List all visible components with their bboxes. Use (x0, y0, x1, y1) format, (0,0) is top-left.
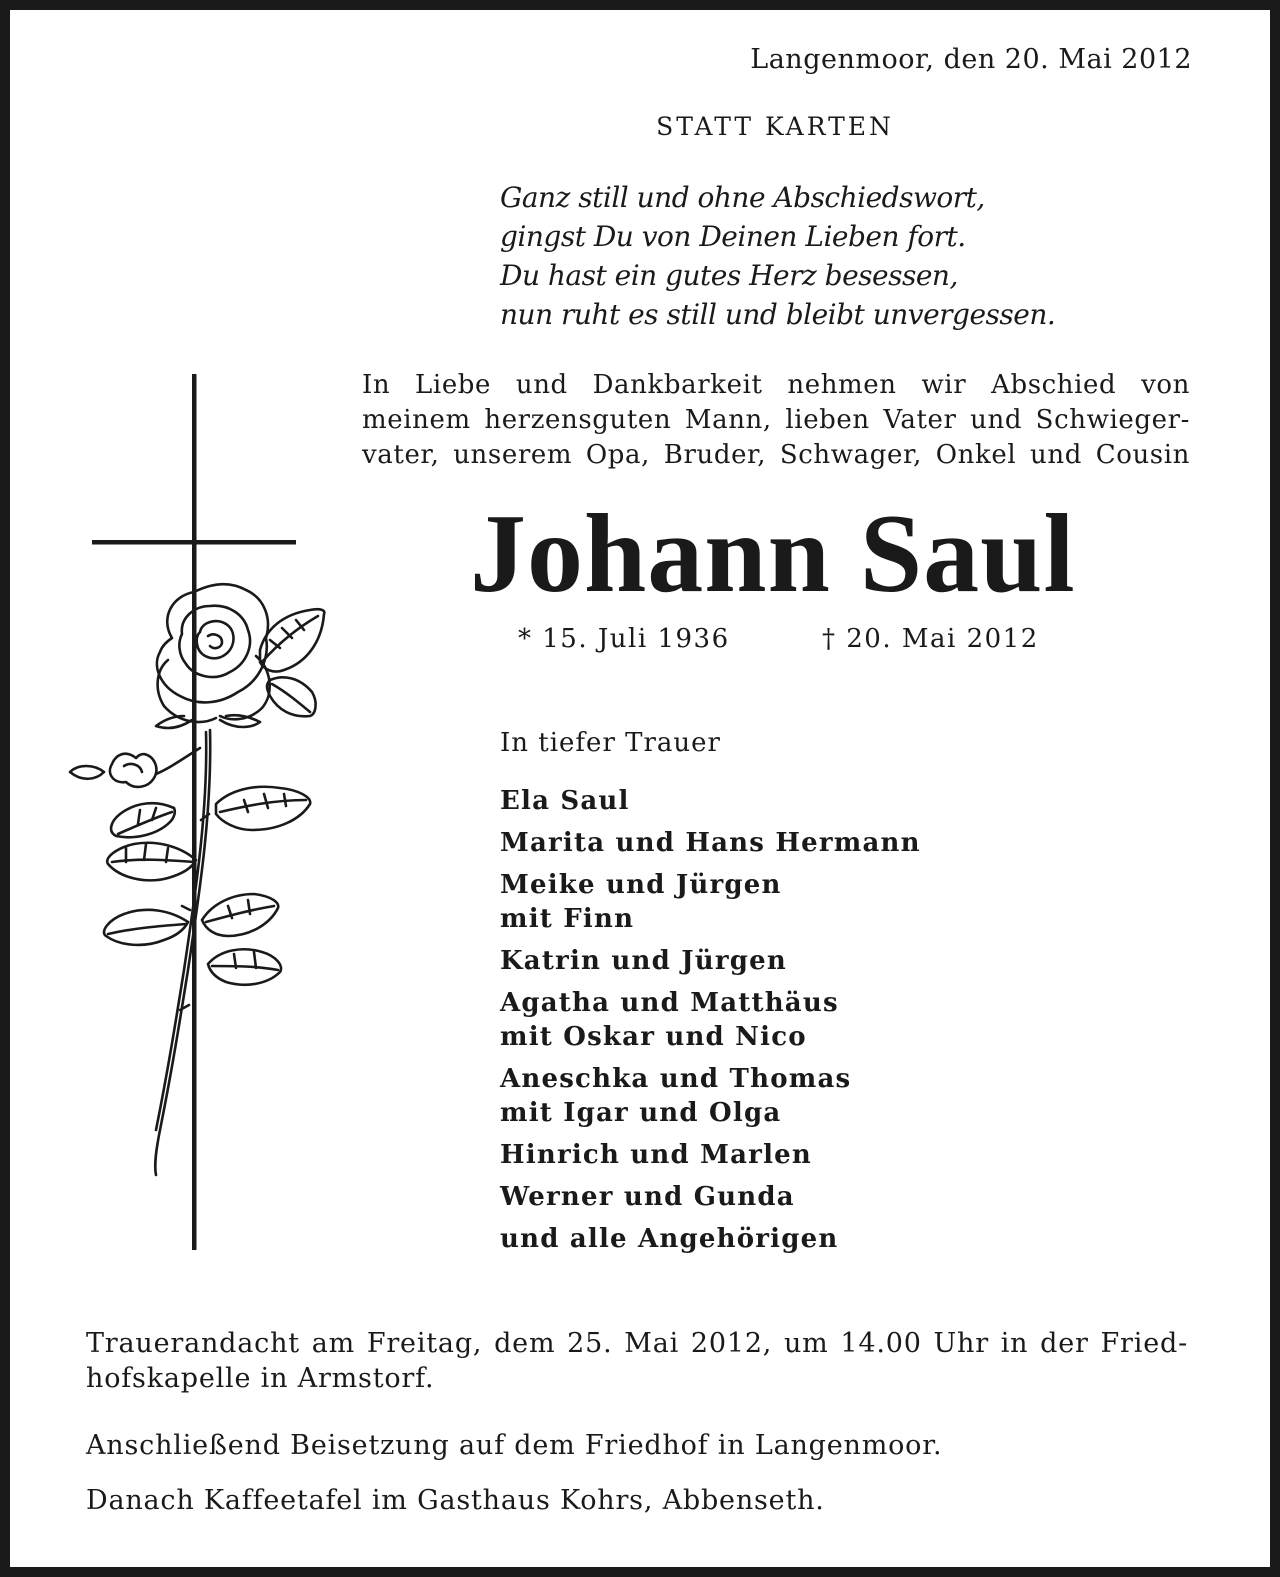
mourner-name: und alle Angehörigen (500, 1224, 839, 1254)
intro-line: vater, unserem Opa, Bruder, Schwager, Onkel und Cousin (362, 440, 1190, 470)
mourner-entry (500, 944, 921, 978)
intro-line: meinem herzensguten Mann, lieben Vater und Schwieger- (362, 405, 1190, 435)
mourner-name: Hinrich und Marlen (500, 1140, 812, 1170)
mourner-name: Agatha und Matthäus (500, 988, 839, 1018)
mourner-entry (500, 1222, 921, 1256)
burial-info: Anschließend Beisetzung auf dem Friedhof in Langenmoor. (86, 1430, 943, 1461)
mourner-entry (500, 986, 921, 1054)
poem-line: gingst Du von Deinen Lieben fort. (500, 220, 966, 253)
mourner-entry (500, 1062, 921, 1130)
mourner-name: Aneschka und Thomas (500, 1064, 852, 1094)
coffee-info: Danach Kaffeetafel im Gasthaus Kohrs, Abbenseth. (86, 1485, 825, 1516)
death-date: † 20. Mai 2012 (822, 624, 1039, 654)
mourner-entry (500, 826, 921, 860)
mourner-name: Marita und Hans Hermann (500, 828, 921, 858)
mourner-name: Katrin und Jürgen (500, 946, 787, 976)
place-date: Langenmoor, den 20. Mai 2012 (750, 44, 1192, 75)
statt-karten-heading: STATT KARTEN (656, 112, 894, 141)
poem (500, 178, 1055, 334)
mourner-entry (500, 1180, 921, 1214)
poem-line: Du hast ein gutes Herz besessen, (500, 259, 958, 292)
mourner-name: mit Oskar und Nico (500, 1022, 807, 1052)
mourner-name: Werner und Gunda (500, 1182, 795, 1212)
deceased-name: Johann Saul (470, 492, 1076, 616)
mourner-name: Ela Saul (500, 786, 630, 816)
mourner-name: Meike und Jürgen (500, 870, 782, 900)
mourning-label: In tiefer Trauer (500, 728, 721, 758)
cross-rose-artwork (60, 370, 340, 1260)
poem-line: Ganz still und ohne Abschiedswort, (500, 181, 985, 214)
service-line: hofskapelle in Armstorf. (86, 1363, 435, 1394)
intro-text (362, 368, 1190, 473)
birth-date: * 15. Juli 1936 (518, 624, 730, 654)
intro-line: In Liebe und Dankbarkeit nehmen wir Abschied von (362, 370, 1190, 400)
service-line: Trauerandacht am Freitag, dem 25. Mai 2012, um 14.00 Uhr in der Fried- (86, 1328, 1188, 1359)
service-info (86, 1326, 1188, 1396)
rose-icon (70, 584, 324, 1175)
mourner-name: mit Igar und Olga (500, 1098, 782, 1128)
mourner-name: mit Finn (500, 904, 635, 934)
mourner-entry (500, 784, 921, 818)
poem-line: nun ruht es still und bleibt unvergessen. (500, 298, 1056, 331)
mourners-list (500, 784, 921, 1264)
mourner-entry (500, 1138, 921, 1172)
mourner-entry (500, 868, 921, 936)
